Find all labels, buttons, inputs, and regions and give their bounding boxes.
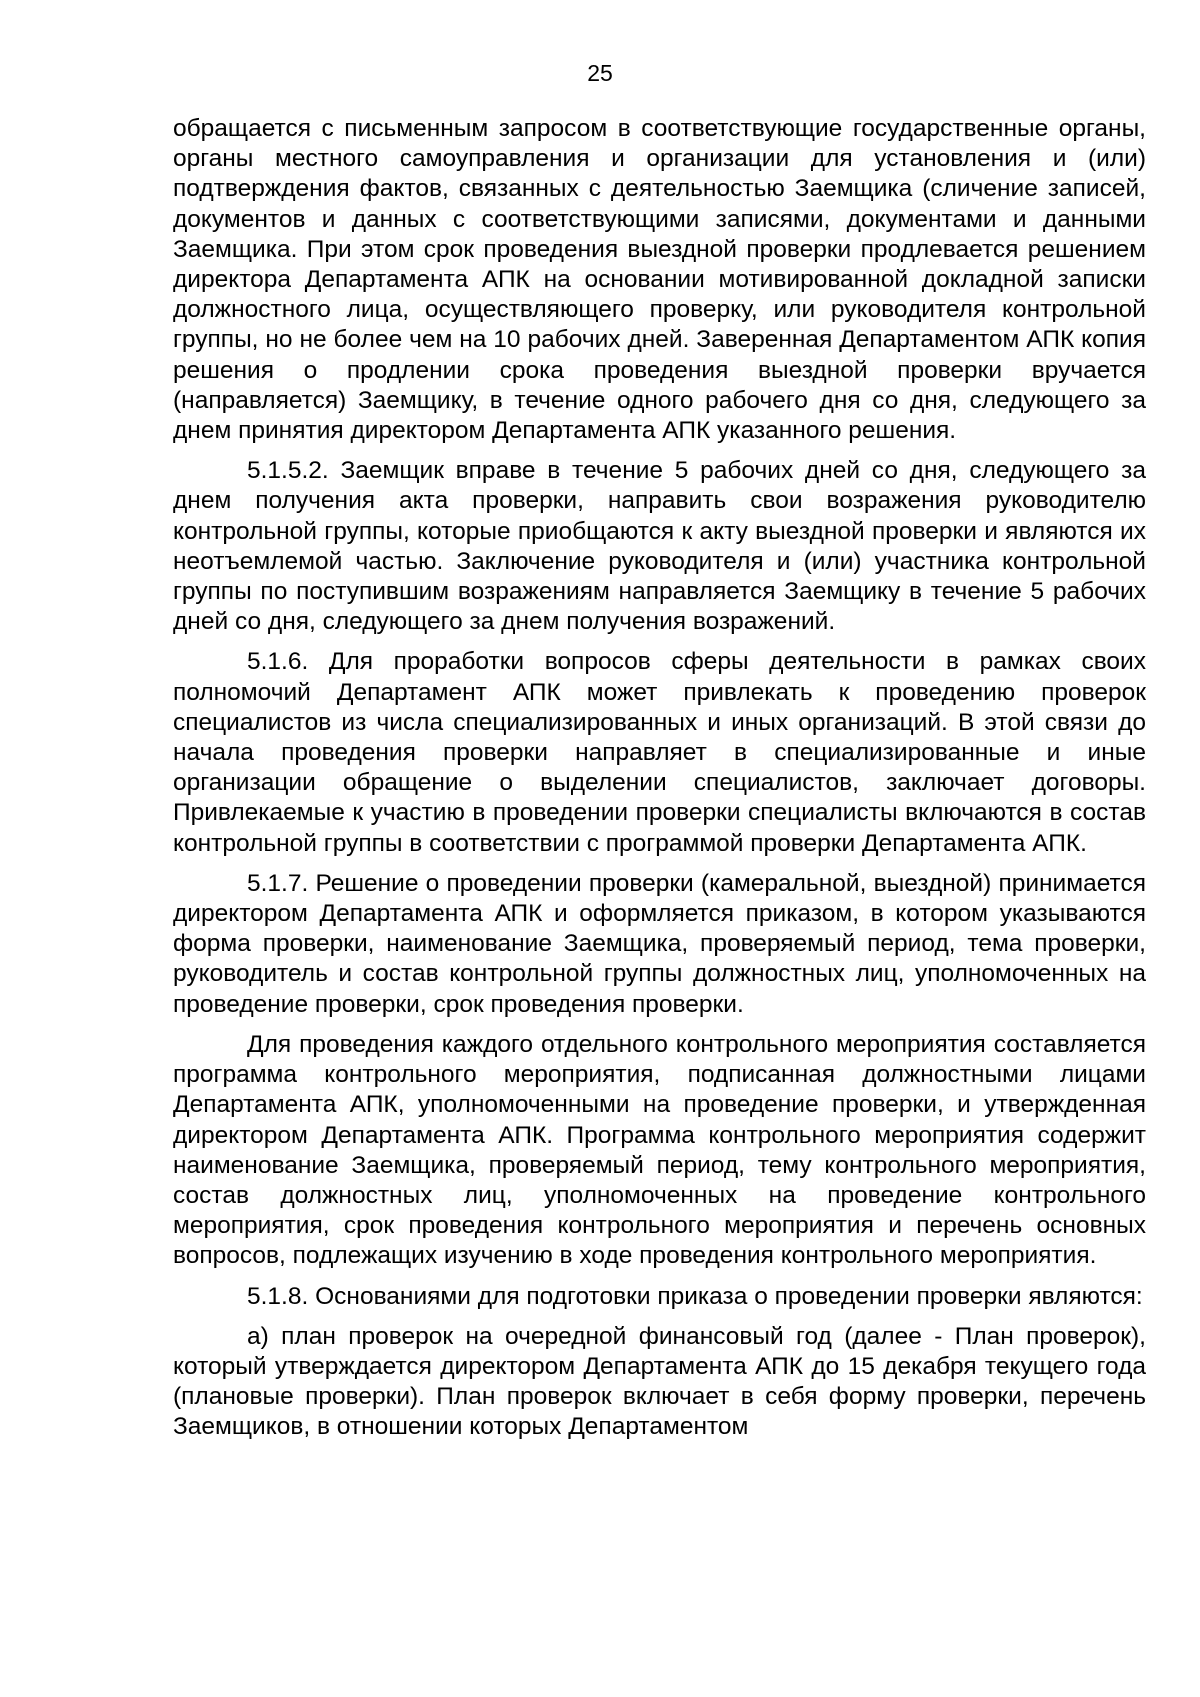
page-number: 25	[587, 60, 613, 86]
document-body	[173, 114, 1146, 1453]
paragraph-program: Для проведения каждого отдельного контрольного мероприятия составляется программа контрольного мероприятия, подписанная должностными лицами Департамента АПК, уполномоченными на проведение проверки, и утвержденная директором Департамента АПК. Программа контрольного мероприятия содержит наименование Заемщика, проверяемый период, тему контрольного мероприятия, состав должностных лиц, уполномоченных на проведение контрольного мероприятия, срок проведения контрольного мероприятия и перечень основных вопросов, подлежащих изучению в ходе проведения контрольного мероприятия.	[173, 1030, 1146, 1270]
paragraph-5-1-8: 5.1.8. Основаниями для подготовки приказа о проведении проверки являются:	[247, 1282, 1143, 1310]
paragraph-5-1-7: 5.1.7. Решение о проведении проверки (камеральной, выездной) принимается директором Департамента АПК и оформляется приказом, в котором указываются форма проверки, наименование Заемщика, проверяемый период, тема проверки, руководитель и состав контрольной группы должностных лиц, уполномоченных на проведение проверки, срок проведения проверки.	[173, 869, 1146, 1018]
paragraph-item-a: а) план проверок на очередной финансовый год (далее - План проверок), который утверждается директором Департамента АПК до 15 декабря текущего года (плановые проверки). План проверок включает в себя форму проверки, перечень Заемщиков, в отношении которых Департаментом	[173, 1322, 1146, 1441]
paragraph-5-1-5-2: 5.1.5.2. Заемщик вправе в течение 5 рабочих дней со дня, следующего за днем получения акта проверки, направить свои возражения руководителю контрольной группы, которые приобщаются к акту выездной проверки и являются их неотъемлемой частью. Заключение руководителя и (или) участника контрольной группы по поступившим возражениям направляется Заемщику в течение 5 рабочих дней со дня, следующего за днем получения возражений.	[173, 457, 1146, 636]
paragraph-continuation: обращается с письменным запросом в соответствующие государственные органы, органы местного самоуправления и организации для установления и (или) подтверждения фактов, связанных с деятельностью Заемщика (сличение записей, документов и данных с соответствующими записями, документами и данными Заемщика. При этом срок проведения выездной проверки продлевается решением директора Департамента АПК на основании мотивированной докладной записки должностного лица, осуществляющего проверку, или руководителя контрольной группы, но не более чем на 10 рабочих дней. Заверенная Департаментом АПК копия решения о продлении срока проведения выездной проверки вручается (направляется) Заемщику, в течение одного рабочего дня со дня, следующего за днем принятия директором Департамента АПК указанного решения.	[173, 115, 1146, 445]
paragraph-5-1-6: 5.1.6. Для проработки вопросов сферы деятельности в рамках своих полномочий Департамент АПК может привлекать к проведению проверок специалистов из числа специализированных и иных организаций. В этой связи до начала проведения проверки направляет в специализированные и иные организации обращение о выделении специалистов, заключает договоры. Привлекаемые к участию в проведении проверки специалисты включаются в состав контрольной группы в соответствии с программой проверки Департамента АПК.	[173, 648, 1146, 857]
